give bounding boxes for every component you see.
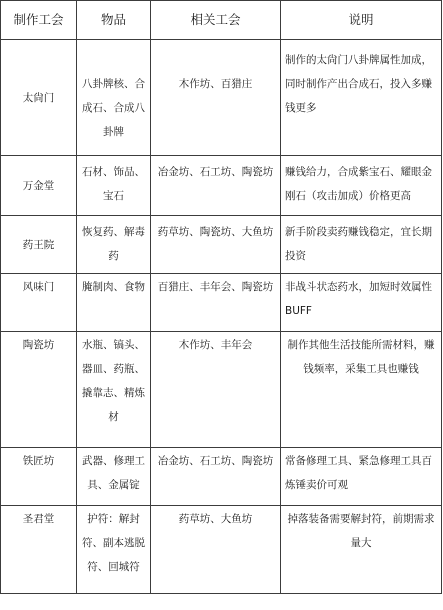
- cell-items: 八卦牌核、合成石、合成八卦牌: [77, 40, 151, 156]
- cell-guild: 风味门: [1, 274, 77, 332]
- table-row: [1, 156, 442, 216]
- cell-guild: 铁匠坊: [1, 448, 77, 506]
- table-row: [1, 216, 442, 274]
- header-row: [1, 1, 442, 40]
- header-guild: 制作工会: [1, 1, 77, 40]
- cell-related: 百猎庄、丰年会、陶瓷坊: [151, 274, 281, 332]
- table-row: [1, 274, 442, 332]
- cell-desc: 制作的太尙门八卦牌属性加成，同时制作产出合成石，投入多赚钱更多: [281, 40, 442, 156]
- table-row: [1, 332, 442, 448]
- cell-desc: 非战斗状态药水，加短时效属性 BUFF: [281, 274, 442, 332]
- table-row: [1, 40, 442, 156]
- cell-desc: 新手阶段卖药赚钱稳定，宜长期投资: [281, 216, 442, 274]
- cell-desc: 制作其他生活技能所需材料，赚钱频率，采集工具也赚钱: [281, 332, 442, 448]
- cell-guild: 万金堂: [1, 156, 77, 216]
- cell-items: 恢复药、解毒药: [77, 216, 151, 274]
- cell-guild: 药王院: [1, 216, 77, 274]
- header-related: 相关工会: [151, 1, 281, 40]
- header-desc: 说明: [281, 1, 442, 40]
- cell-items: 武器、修理工具、金属锭: [77, 448, 151, 506]
- cell-desc: 掉落装备需要解封符，前期需求量大: [281, 506, 442, 594]
- cell-items: 水瓶、镐头、器皿、药瓶、撬靠志、精炼材: [77, 332, 151, 448]
- cell-items: 护符：解封符、副本逃脱符、回城符: [77, 506, 151, 594]
- header-items: 物品: [77, 1, 151, 40]
- cell-related: 木作坊、丰年会: [151, 332, 281, 448]
- cell-related: 冶金坊、石工坊、陶瓷坊: [151, 156, 281, 216]
- cell-related: 木作坊、百猎庄: [151, 40, 281, 156]
- table-row: [1, 448, 442, 506]
- cell-desc: 赚钱给力，合成紫宝石、耀眼金刚石（攻击加成）价格更高: [281, 156, 442, 216]
- cell-items: 腌制肉、食物: [77, 274, 151, 332]
- table-row: [1, 506, 442, 594]
- cell-related: 药草坊、大鱼坊: [151, 506, 281, 594]
- cell-items: 石材、饰品、宝石: [77, 156, 151, 216]
- cell-desc: 常备修理工具、紧急修理工具百炼锤卖价可观: [281, 448, 442, 506]
- cell-guild: 圣君堂: [1, 506, 77, 594]
- cell-related: 冶金坊、石工坊、陶瓷坊: [151, 448, 281, 506]
- cell-guild: 陶瓷坊: [1, 332, 77, 448]
- cell-guild: 太尙门: [1, 40, 77, 156]
- cell-related: 药草坊、陶瓷坊、大鱼坊: [151, 216, 281, 274]
